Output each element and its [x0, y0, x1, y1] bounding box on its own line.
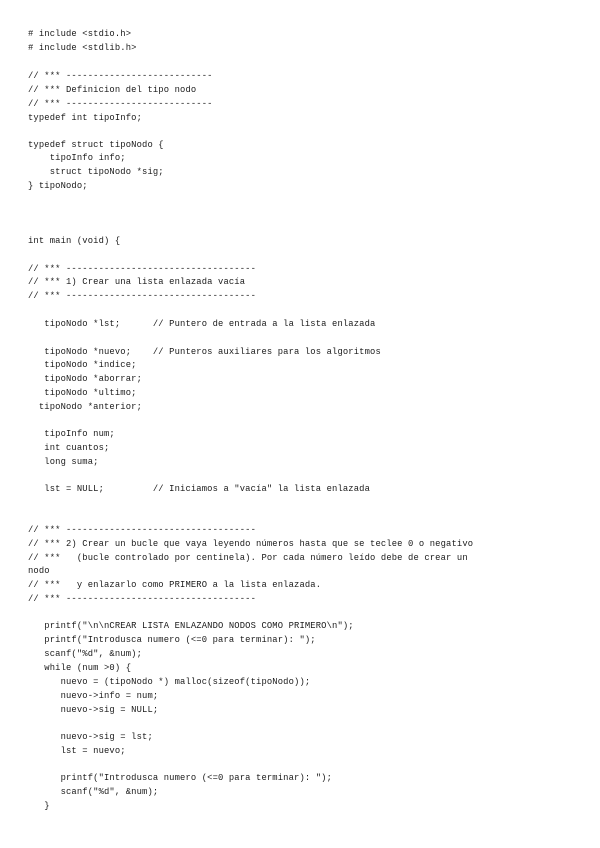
code-line: nuevo->info = num; — [28, 691, 159, 701]
code-line: // *** y enlazarlo como PRIMERO a la lista enlazada. — [28, 580, 322, 590]
code-line: // *** ----------------------------------- — [28, 291, 257, 301]
code-line: tipoNodo *nuevo; // Punteros auxiliares para los algoritmos — [28, 347, 381, 357]
code-line: long suma; — [28, 457, 99, 467]
code-line: } — [28, 801, 50, 811]
code-line: printf("Introdusca numero (<=0 para terminar): "); — [28, 773, 333, 783]
code-line: tipoInfo info; — [28, 153, 126, 163]
code-line: // *** 1) Crear una lista enlazada vacía — [28, 277, 246, 287]
code-line: typedef int tipoInfo; — [28, 113, 143, 123]
code-line: printf("\n\nCREAR LISTA ENLAZANDO NODOS COMO PRIMERO\n"); — [28, 621, 354, 631]
code-line: nuevo = (tipoNodo *) malloc(sizeof(tipoNodo)); — [28, 677, 311, 687]
code-line: // *** (bucle controlado por centinela). Por cada número leído debe de crear un — [28, 553, 468, 563]
code-line: nodo — [28, 566, 50, 576]
code-line: while (num >0) { — [28, 663, 132, 673]
code-line: // *** ----------------------------------- — [28, 264, 257, 274]
code-line: // *** --------------------------- — [28, 99, 213, 109]
code-line: scanf("%d", &num); — [28, 787, 159, 797]
code-line: int main (void) { — [28, 236, 121, 246]
code-line: tipoNodo *lst; // Puntero de entrada a la lista enlazada — [28, 319, 376, 329]
code-line: tipoNodo *indice; — [28, 360, 137, 370]
code-line: printf("Introdusca numero (<=0 para terminar): "); — [28, 635, 316, 645]
code-line: tipoNodo *ultimo; — [28, 388, 137, 398]
code-line: tipoInfo num; — [28, 429, 115, 439]
code-line: lst = nuevo; — [28, 746, 126, 756]
code-line: tipoNodo *aborrar; — [28, 374, 143, 384]
code-line: struct tipoNodo *sig; — [28, 167, 164, 177]
code-line: # include <stdio.h> — [28, 29, 132, 39]
code-line: // *** ----------------------------------- — [28, 594, 257, 604]
code-line: nuevo->sig = lst; — [28, 732, 153, 742]
code-line: // *** --------------------------- — [28, 71, 213, 81]
code-line: typedef struct tipoNodo { — [28, 140, 164, 150]
code-line: // *** 2) Crear un bucle que vaya leyendo números hasta que se teclee 0 o negativo — [28, 539, 474, 549]
code-line: tipoNodo *anterior; — [28, 402, 143, 412]
code-line: } tipoNodo; — [28, 181, 88, 191]
code-line: int cuantos; — [28, 443, 110, 453]
code-line: lst = NULL; // Iniciamos a "vacía" la lista enlazada — [28, 484, 371, 494]
code-line: # include <stdlib.h> — [28, 43, 137, 53]
code-line: // *** Definicion del tipo nodo — [28, 85, 197, 95]
code-line: scanf("%d", &num); — [28, 649, 143, 659]
code-line: nuevo->sig = NULL; — [28, 705, 159, 715]
code-line: // *** ----------------------------------- — [28, 525, 257, 535]
